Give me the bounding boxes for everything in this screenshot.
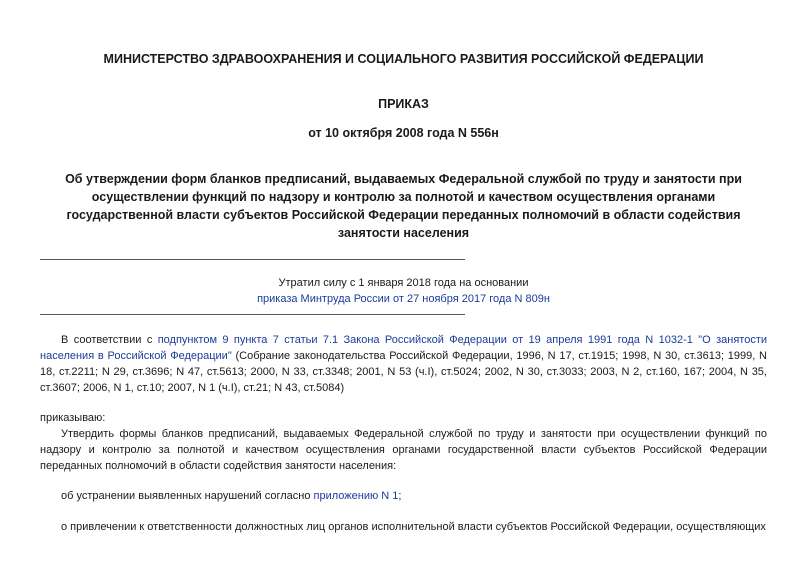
item1-suffix: ;: [398, 490, 402, 502]
appendix-1-link[interactable]: приложению N 1: [313, 490, 399, 502]
orders-word: приказываю:: [40, 412, 106, 424]
order-date: от 10 октября 2008 года N 556н: [308, 126, 499, 140]
list-item-1: [40, 488, 767, 504]
approve-text: Утвердить формы бланков предписаний, выдаваемых Федеральной службой по труду и занятости при осуществлении функций по надзору и контролю за полнотой и качеством осуществления органами государственной власти субъектов Российской Федерации переданных полномочий в области содействия занятости населения:: [40, 428, 767, 472]
order-type: ПРИКАЗ: [378, 97, 429, 111]
document-title: [40, 170, 767, 242]
order-date-heading: [40, 125, 767, 142]
ministry-heading: [40, 51, 767, 68]
preamble-paragraph: [40, 332, 767, 396]
ministry-name: МИНИСТЕРСТВО ЗДРАВООХРАНЕНИЯ И СОЦИАЛЬНОГО РАЗВИТИЯ РОССИЙСКОЙ ФЕДЕРАЦИИ: [103, 52, 704, 66]
status-note: [40, 275, 767, 291]
preamble-suffix: (Собрание законодательства Российской Федерации, 1996, N 17, ст.1915; 1998, N 30, ст.3613; 1999, N 18, ст.2211; N 29, ст.3696; N 47, ст.5613; 2000, N 33, ст.3348; 2001, N 53 (ч.I), ст.5024; 2002, N 30, ст.3033; 2003, N 2, ст.160, 167; 2004, N 35, ст.3607; 2006, N 1, ст.10; 2007, N 1 (ч.I), ст.21; N 43, ст.5084): [40, 350, 767, 394]
law-reference-link[interactable]: подпунктом 9 пункта 7 статьи 7.1 Закона Российской Федерации от 19 апреля 1991 года N 1032-1 "О занятости населения в Российской Федерации": [40, 334, 768, 362]
preamble-prefix: В соответствии с: [61, 334, 158, 346]
status-link-line: [40, 291, 767, 307]
order-type-heading: [40, 96, 767, 113]
status-divider-bottom: [40, 314, 465, 315]
status-divider-top: [40, 259, 465, 260]
orders-paragraph: [40, 410, 767, 426]
repeal-order-link[interactable]: приказа Минтруда России от 27 ноября 2017 года N 809н: [257, 293, 550, 305]
item2-text: о привлечении к ответственности должностных лиц органов исполнительной власти субъектов Российской Федерации, осуществляющих: [61, 521, 766, 533]
approve-paragraph: [40, 426, 767, 474]
document-title-text: Об утверждении форм бланков предписаний, выдаваемых Федеральной службой по труду и занятости при осуществлении функций по надзору и контролю за полнотой и качеством осуществления органами государственной власти субъектов Российской Федерации переданных полномочий в области содействия занятости населения: [65, 172, 742, 240]
status-text: Утратил силу с 1 января 2018 года на основании: [278, 277, 529, 289]
list-item-2: [40, 519, 767, 535]
item1-prefix: об устранении выявленных нарушений согласно: [61, 490, 314, 502]
